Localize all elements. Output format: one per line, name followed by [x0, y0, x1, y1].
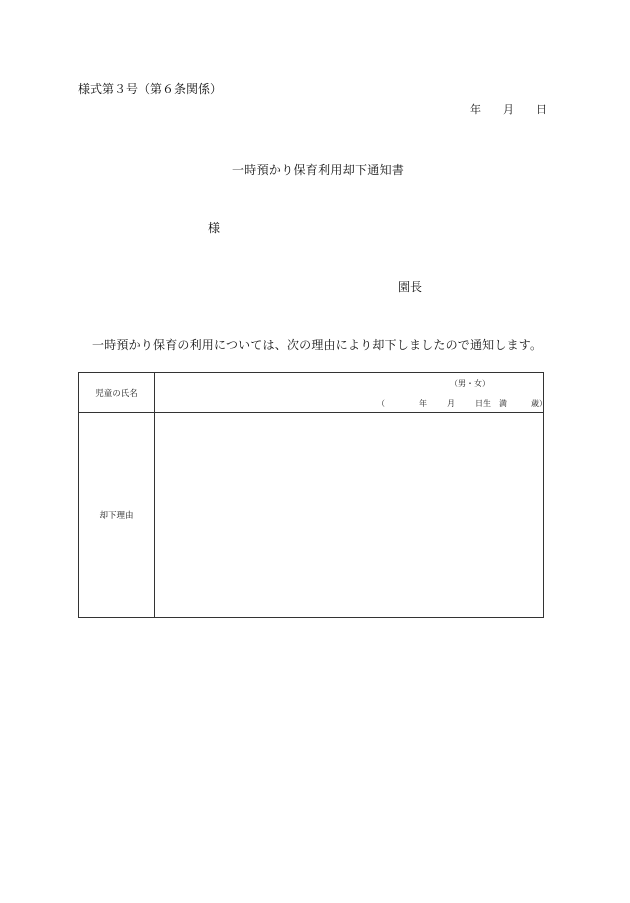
document-title: 一時預かり保育利用却下通知書: [232, 163, 405, 177]
reason-label: 却下理由: [79, 413, 155, 617]
recipient-suffix: 様: [208, 221, 221, 235]
child-name-field[interactable]: [155, 373, 547, 412]
birth-day-label: 日生: [475, 399, 491, 408]
sender-title: 園長: [398, 280, 423, 294]
form-number: 様式第３号（第６条関係）: [78, 82, 223, 96]
age-prefix-label: 満: [499, 399, 507, 408]
notice-body-text: 一時預かり保育の利用については、次の理由により却下しましたので通知します。: [92, 338, 543, 352]
date-line: [470, 101, 547, 117]
gender-selection: （男・女）: [450, 379, 490, 388]
child-name-label: 児童の氏名: [79, 373, 155, 412]
reason-row: [79, 413, 543, 617]
age-suffix-label: 歳）: [531, 399, 547, 408]
date-month-label: 月: [503, 103, 514, 116]
date-year-label: 年: [470, 103, 481, 116]
date-day-label: 日: [536, 103, 547, 116]
child-name-row: [79, 373, 547, 413]
birth-month-label: 月: [447, 399, 455, 408]
birth-date-line: [377, 398, 547, 409]
notice-form-table: [78, 372, 547, 618]
birth-year-label: 年: [419, 399, 427, 408]
birth-open-paren: （: [377, 399, 385, 408]
reason-field[interactable]: [155, 413, 543, 617]
